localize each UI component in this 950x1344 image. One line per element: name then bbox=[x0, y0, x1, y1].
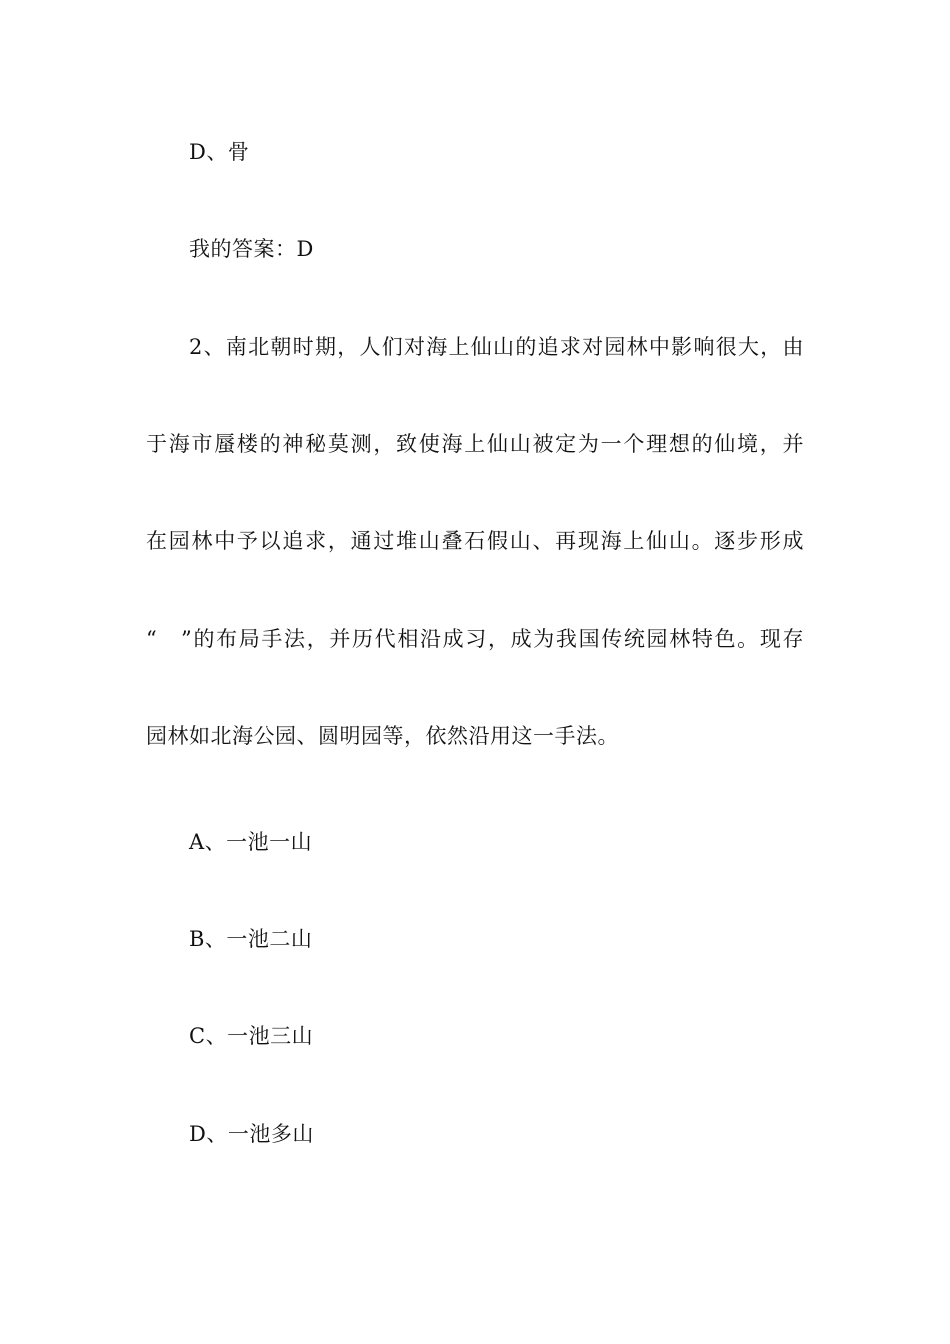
prev-option-d: D、骨 bbox=[189, 140, 250, 164]
option-a: A、一池一山 bbox=[189, 830, 313, 854]
question-stem-line-1: 2、南北朝时期，人们对海上仙山的追求对园林中影响很大，由 bbox=[189, 335, 804, 359]
option-d: D、一池多山 bbox=[189, 1122, 314, 1146]
question-stem-line-4: “ ”的布局手法，并历代相沿成习，成为我国传统园林特色。现存 bbox=[146, 627, 804, 651]
question-stem-line-3: 在园林中予以追求，通过堆山叠石假山、再现海上仙山。逐步形成 bbox=[146, 529, 804, 553]
question-stem-line-2: 于海市蜃楼的神秘莫测，致使海上仙山被定为一个理想的仙境，并 bbox=[146, 432, 804, 456]
option-b: B、一池二山 bbox=[189, 927, 313, 951]
question-stem-line-5: 园林如北海公园、圆明园等，依然沿用这一手法。 bbox=[146, 724, 619, 748]
my-answer: 我的答案：D bbox=[189, 237, 314, 261]
option-c: C、一池三山 bbox=[189, 1024, 314, 1048]
